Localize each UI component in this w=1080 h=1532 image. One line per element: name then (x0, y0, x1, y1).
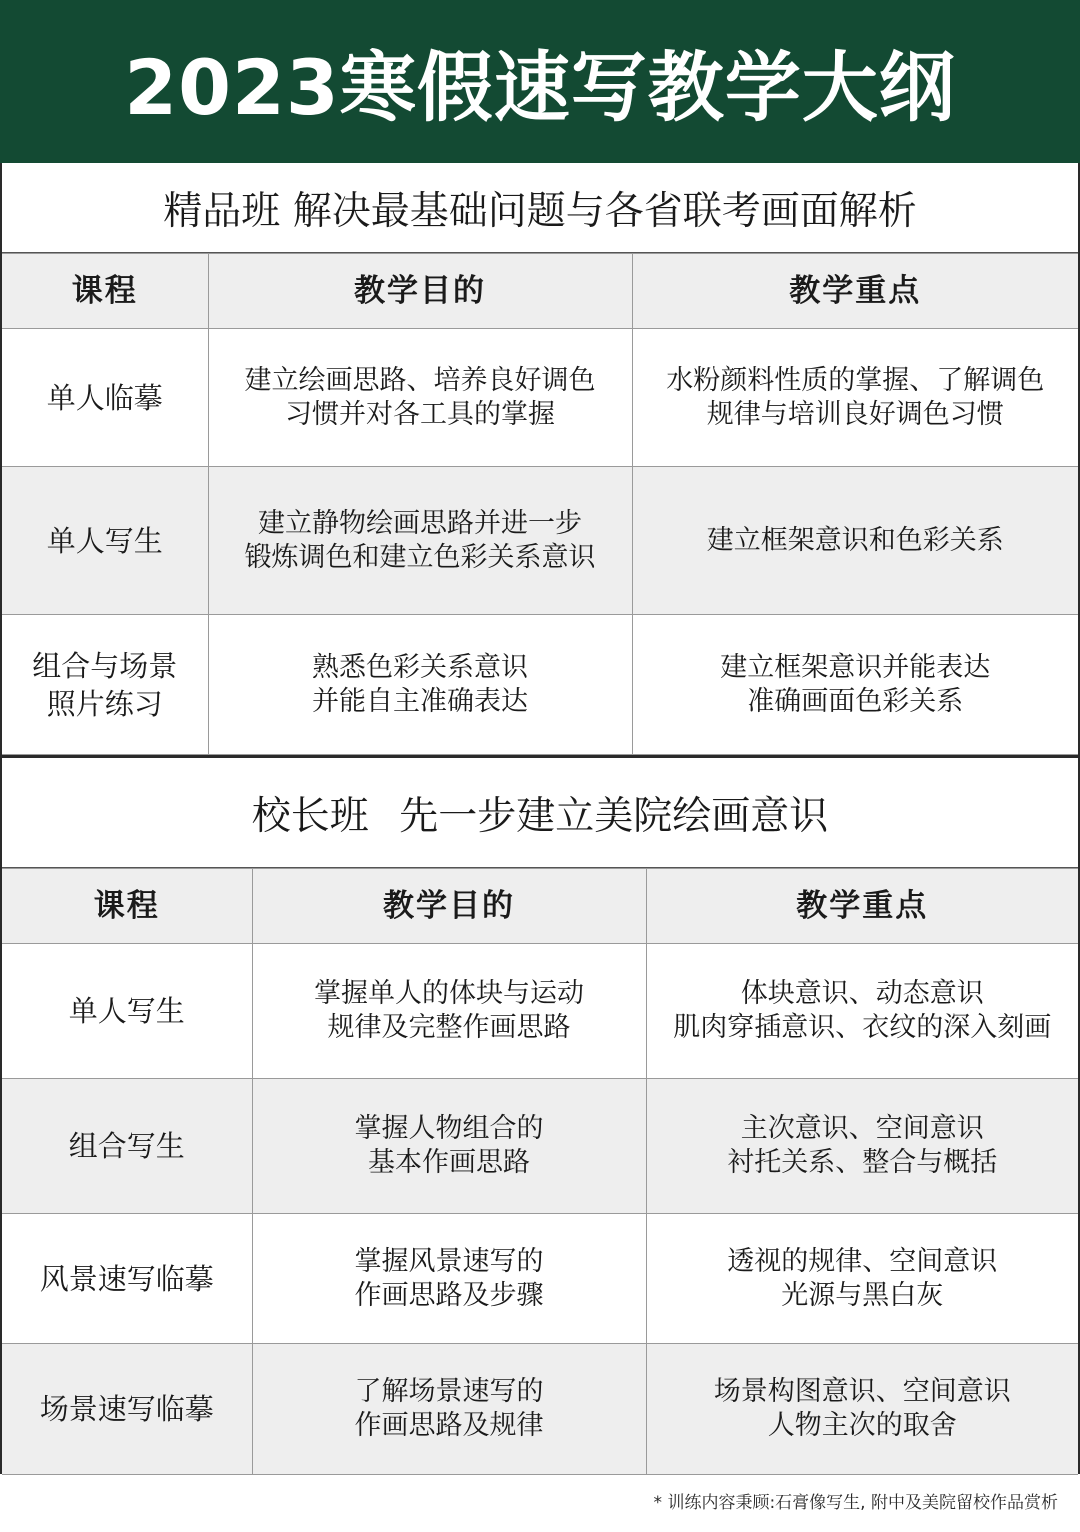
cell-line: 掌握单人的体块与运动 (314, 978, 584, 1009)
table-row (2, 329, 1078, 467)
course-cell (2, 1079, 252, 1214)
cell-line: 场景速写临摹 (39, 1392, 214, 1426)
purpose-cell (252, 1214, 646, 1344)
cell-line: 场景构图意识、空间意识 (713, 1376, 1011, 1407)
table-row (2, 467, 1078, 615)
column-header-purpose: 教学目的 (208, 254, 632, 329)
syllabus-table (2, 253, 1078, 755)
focus-cell (646, 1344, 1078, 1475)
purpose-cell (252, 1079, 646, 1214)
column-header-course: 课程 (2, 869, 252, 944)
footnote: * 训练内容秉顾:石膏像写生, 附中及美院留校作品赏析 (653, 1493, 1058, 1513)
course-cell (2, 615, 208, 755)
cell-line: 体块意识、动态意识 (740, 978, 984, 1009)
course-cell (2, 1214, 252, 1344)
purpose-cell (208, 467, 632, 615)
focus-cell (646, 1079, 1078, 1214)
table-row (2, 944, 1078, 1079)
cell-line: 单人临摹 (46, 380, 163, 415)
section-title: 精品班 解决最基础问题与各省联考画面解析 (2, 163, 1078, 253)
cell-line: 作画思路及步骤 (354, 1279, 544, 1311)
table-row (2, 615, 1078, 755)
syllabus-table (2, 868, 1078, 1475)
cell-line: 规律及完整作画思路 (327, 1012, 571, 1043)
cell-line: 衬托关系、整合与概括 (727, 1147, 998, 1178)
course-cell (2, 1344, 252, 1475)
cell-line: 人物主次的取舍 (767, 1410, 957, 1441)
cell-line: 习惯并对各工具的掌握 (285, 398, 555, 430)
cell-line: 准确画面色彩关系 (747, 685, 964, 717)
cell-line: 风景速写临摹 (39, 1261, 214, 1296)
cell-line: 掌握人物组合的 (354, 1113, 544, 1144)
cell-line: 透视的规律、空间意识 (727, 1245, 998, 1277)
cell-line: 建立绘画思路、培养良好调色 (244, 364, 596, 396)
purpose-cell (208, 329, 632, 467)
cell-line: 水粉颜料性质的掌握、了解调色 (666, 364, 1045, 396)
column-header-course: 课程 (2, 254, 208, 329)
cell-line: 熟悉色彩关系意识 (312, 651, 528, 683)
cell-line: 锻炼调色和建立色彩关系意识 (244, 541, 596, 573)
focus-cell (632, 467, 1078, 615)
cell-line: 单人写生 (68, 994, 185, 1028)
section-xiaozhang (0, 756, 1080, 1474)
section-title: 校长班 先一步建立美院绘画意识 (2, 758, 1078, 868)
cell-line: 主次意识、空间意识 (740, 1113, 984, 1144)
cell-line: 组合与场景 (32, 648, 178, 683)
course-cell (2, 329, 208, 467)
cell-line: 建立框架意识并能表达 (720, 651, 991, 683)
cell-line: 照片练习 (46, 686, 163, 721)
cell-line: 了解场景速写的 (354, 1376, 544, 1407)
cell-line: 建立静物绘画思路并进一步 (258, 507, 582, 539)
focus-cell (646, 944, 1078, 1079)
table-row (2, 1079, 1078, 1214)
focus-cell (646, 1214, 1078, 1344)
cell-line: 光源与黑白灰 (781, 1279, 944, 1311)
cell-line: 作画思路及规律 (354, 1410, 544, 1441)
page-title: 2023寒假速写教学大纲 (124, 43, 956, 132)
cell-line: 肌肉穿插意识、衣纹的深入刻画 (673, 1012, 1052, 1043)
header-banner (0, 0, 1080, 163)
course-cell (2, 467, 208, 615)
column-header-focus: 教学重点 (646, 869, 1078, 944)
table-row (2, 1214, 1078, 1344)
course-cell (2, 944, 252, 1079)
cell-line: 掌握风景速写的 (354, 1245, 544, 1277)
cell-line: 并能自主准确表达 (312, 685, 528, 717)
table-row (2, 1344, 1078, 1475)
purpose-cell (208, 615, 632, 755)
cell-line: 规律与培训良好调色习惯 (706, 398, 1004, 430)
focus-cell (632, 615, 1078, 755)
cell-line: 建立框架意识和色彩关系 (706, 524, 1004, 556)
section-jingpin (0, 163, 1080, 756)
cell-line: 单人写生 (46, 523, 163, 558)
cell-line: 基本作画思路 (368, 1147, 530, 1178)
purpose-cell (252, 1344, 646, 1475)
column-header-focus: 教学重点 (632, 254, 1078, 329)
focus-cell (632, 329, 1078, 467)
purpose-cell (252, 944, 646, 1079)
column-header-purpose: 教学目的 (252, 869, 646, 944)
cell-line: 组合写生 (68, 1129, 185, 1163)
